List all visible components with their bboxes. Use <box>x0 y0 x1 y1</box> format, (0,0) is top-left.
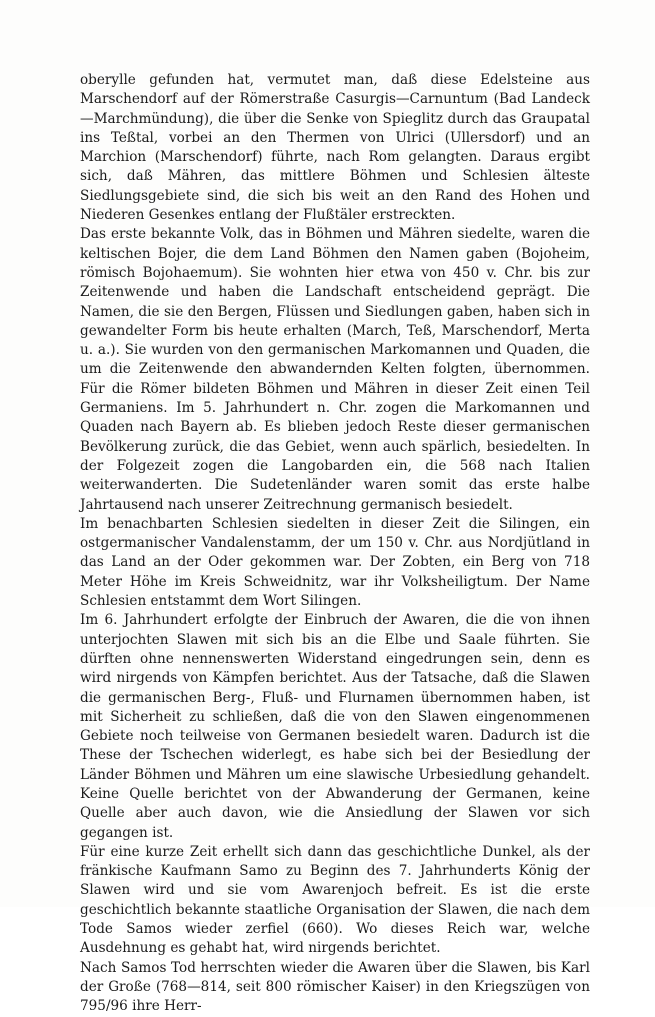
paragraph-4: Im 6. Jahrhundert erfolgte der Einbruch der Awaren, die die von ihnen unterjochten Slawen mit sich bis an die Elbe und Saale führten. Sie dürften ohne nennenswerten Widerstand eingedrungen sein, denn es wird nirgends von Kämpfen berichtet. Aus der Tatsache, daß die Slawen die germanischen Berg-, Fluß- und Flurnamen übernommen haben, ist mit Sicherheit zu schließen, daß die von den Slawen eingenommenen Gebiete noch teilweise von Germanen besiedelt waren. Dadurch ist die These der Tschechen widerlegt, es habe sich bei der Besiedlung der Länder Böhmen und Mähren um eine slawische Urbesiedlung gehandelt. Keine Quelle berichtet von der Abwanderung der Germanen, keine Quelle aber auch davon, wie die Ansiedlung der Slawen vor sich gegangen ist. <box>80 612 590 841</box>
paragraph-2: Das erste bekannte Volk, das in Böhmen und Mähren siedelte, waren die keltischen Bojer, die dem Land Böhmen den Namen gaben (Bojoheim, römisch Bojohaemum). Sie wohnten hier etwa von 450 v. Chr. bis zur Zeitenwende und haben die Landschaft entscheidend geprägt. Die Namen, die sie den Bergen, Flüssen und Siedlungen gaben, haben sich in gewandelter Form bis heute erhalten (March, Teß, Marschendorf, Merta u. a.). Sie wurden von den germanischen Markomannen und Quaden, die um die Zeitenwende den abwandernden Kelten folgten, übernommen. Für die Römer bildeten Böhmen und Mähren in dieser Zeit einen Teil Germaniens. Im 5. Jahrhundert n. Chr. zogen die Markomannen und Quaden nach Bayern ab. Es blieben jedoch Reste dieser germanischen Bevölkerung zurück, die das Gebiet, wenn auch spärlich, besiedelten. In der Folgezeit zogen die Langobarden ein, die 568 nach Italien weiterwanderten. Die Sudetenländer waren somit das erste halbe Jahrtausend nach unserer Zeitrechnung germanisch besiedelt. <box>80 226 590 513</box>
paragraph-5: Für eine kurze Zeit erhellt sich dann das geschichtliche Dunkel, als der fränkische Kaufmann Samo zu Beginn des 7. Jahrhunderts König der Slawen wird und sie vom Awarenjoch befreit. Es ist die erste geschichtlich bekannte staatliche Organisation der Slawen, die nach dem Tode Samos wieder zerfiel (660). Wo dieses Reich war, welche Ausdehnung es gehabt hat, wird nirgends berichtet. <box>80 843 590 957</box>
paragraph-1: oberylle gefunden hat, vermutet man, daß diese Edelsteine aus Marschendorf auf der Römerstraße Casurgis—Carnuntum (Bad Landeck—Marchmündung), die über die Senke von Spieglitz durch das Graupatal ins Teßtal, vorbei an den Thermen von Ulrici (Ullersdorf) und an Marchion (Marschendorf) führte, nach Rom gelangten. Daraus ergibt sich, daß Mähren, das mittlere Böhmen und Schlesien älteste Siedlungsgebiete sind, die sich bis weit an den Rand des Hohen und Niederen Gesenkes entlang der Flußtäler erstreckten. <box>80 72 590 224</box>
paragraph-3: Im benachbarten Schlesien siedelten in dieser Zeit die Silingen, ein ostgermanischer Vandalenstamm, der um 150 v. Chr. aus Nordjütland in das Land an der Oder gekommen war. Der Zobten, ein Berg von 718 Meter Höhe im Kreis Schweidnitz, war ihr Volksheiligtum. Der Name Schlesien entstammt dem Wort Silingen. <box>80 515 590 610</box>
paragraph-6: Nach Samos Tod herrschten wieder die Awaren über die Slawen, bis Karl der Große (768—814, seit 800 römischer Kaiser) in den Kriegszügen von 795/96 ihre Herr- <box>80 959 590 1015</box>
body-text <box>80 71 590 1017</box>
